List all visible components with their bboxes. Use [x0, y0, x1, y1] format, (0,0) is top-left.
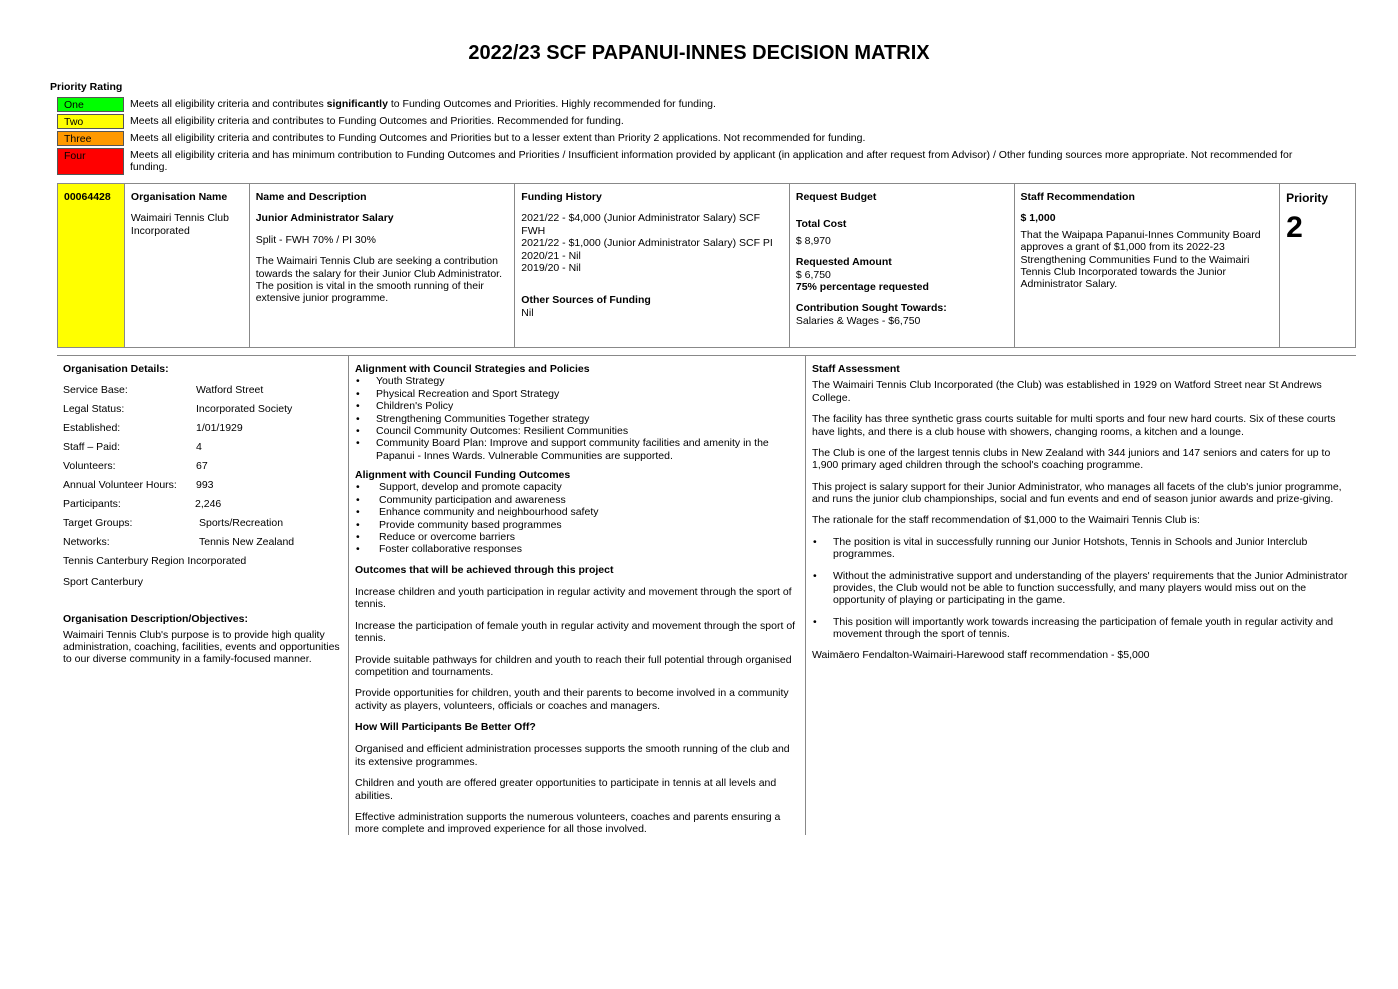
- list-item: • Reduce or overcome barriers: [355, 531, 799, 543]
- detail-row: Volunteers: 67: [63, 460, 208, 473]
- list-item: • Provide community based programmes: [355, 519, 799, 531]
- strategies-list: [355, 375, 799, 462]
- assessment-paragraph: The Club is one of the largest tennis clubs in New Zealand with 344 juniors and 147 seniors and caters for up to 1,900 primary aged children through the school's coaching programme.: [812, 446, 1331, 472]
- org-details-header: Organisation Details:: [63, 363, 169, 375]
- requested-amount: $ 6,750: [795, 268, 831, 281]
- swatch-one: One: [57, 97, 124, 112]
- application-summary-table: [57, 183, 1356, 348]
- staff-recommendation-header: Staff Recommendation: [1020, 191, 1135, 203]
- detail-row: Participants: 2,246: [63, 498, 222, 511]
- funding-history-item: 2021/22 - $1,000 (Junior Administrator Salary) SCF PI: [521, 237, 773, 250]
- list-item: • Support, develop and promote capacity: [355, 481, 799, 493]
- org-name-header: Organisation Name: [130, 191, 228, 203]
- legend-row-four: [57, 148, 1317, 175]
- list-item: • Youth Strategy: [355, 375, 799, 387]
- list-item: • Strengthening Communities Together strategy: [355, 413, 799, 425]
- alignment-column: [348, 356, 806, 835]
- detail-row: Target Groups: Sports/Recreation: [63, 517, 284, 530]
- total-cost-label: Total Cost: [795, 218, 847, 231]
- assessment-closing: Waimāero Fendalton-Waimairi-Harewood staff recommendation - $5,000: [812, 649, 1150, 662]
- list-item: • This position will importantly work towards increasing the participation of female youth in regular activity and movement through the sport of tennis.: [812, 616, 1350, 641]
- assessment-paragraph: The Waimairi Tennis Club Incorporated (the Club) was established in 1929 on Watford Street near St Andrews College.: [812, 379, 1322, 404]
- legend-row-two: [57, 114, 1317, 129]
- funding-outcomes-list: [355, 481, 799, 555]
- swatch-three: Three: [57, 131, 124, 146]
- detail-row: Networks: Tennis New Zealand: [63, 536, 295, 549]
- project-outcome: Provide opportunities for children, youth and their parents to become involved in a community activity as players, volunteers, officials or coaches and managers.: [355, 687, 789, 712]
- assessment-paragraph: The rationale for the staff recommendation of $1,000 to the Waimairi Tennis Club is:: [812, 514, 1200, 527]
- list-item: • Enhance community and neighbourhood safety: [355, 506, 799, 518]
- list-item: • The position is vital in successfully running our Junior Hotshots, Tennis in Schools and Junior Interclub programmes.: [812, 536, 1350, 561]
- legend-text-four: Meets all eligibility criteria and has minimum contribution to Funding Outcomes and Priorities / Insufficient information provided by applicant (in application and after request from Advisor) / Other funding sources more appropriate. Not recommended for funding.: [130, 149, 1293, 173]
- organisation-cell: [125, 184, 250, 347]
- legend-row-three: [57, 131, 1317, 146]
- detail-row: Annual Volunteer Hours: 993: [63, 479, 214, 492]
- priority-header: Priority: [1286, 191, 1329, 205]
- request-budget-header: Request Budget: [795, 191, 877, 203]
- funding-history-item: 2021/22 - $4,000 (Junior Administrator Salary) SCF FWH: [521, 212, 760, 237]
- project-name: Junior Administrator Salary: [255, 212, 394, 225]
- swatch-two: Two: [57, 114, 124, 129]
- legend-text-three: Meets all eligibility criteria and contributes to Funding Outcomes and Priorities but to a lesser extent than Priority 2 applications. Not recommended for funding.: [130, 132, 866, 144]
- strategies-header: Alignment with Council Strategies and Policies: [355, 363, 590, 375]
- legend-row-one: [57, 97, 1317, 112]
- detail-row: Established: 1/01/1929: [63, 422, 243, 435]
- rationale-list: [812, 536, 1350, 641]
- staff-recommendation-amount: $ 1,000: [1020, 212, 1056, 225]
- project-description: The Waimairi Tennis Club are seeking a contribution towards the salary for their Junior Club Administrator. The position is vital in the smooth running of their extensive junior programme.: [255, 255, 502, 305]
- detail-row: Service Base: Watford Street: [63, 384, 264, 397]
- list-item: • Physical Recreation and Sport Strategy: [355, 388, 799, 400]
- assessment-paragraph: This project is salary support for their Junior Administrator, who manages all facets of the club's junior programme, and runs the junior club championships, social and fun events and end of season junior awards and prize-giving.: [812, 480, 1342, 505]
- org-description-header: Organisation Description/Objectives:: [63, 613, 248, 626]
- legend-text-two: Meets all eligibility criteria and contributes to Funding Outcomes and Priorities. Recommended for funding.: [130, 115, 624, 127]
- other-sources: Nil: [521, 306, 534, 319]
- application-id: 00064428: [58, 184, 125, 347]
- list-item: • Community participation and awareness: [355, 494, 799, 506]
- assessment-paragraph: The facility has three synthetic grass courts suitable for multi sports and four new hard courts. Six of these courts have lights, and there is a club house with showers, changing rooms, a kitchen and a lounge.: [812, 413, 1336, 438]
- priority-cell: [1280, 184, 1355, 347]
- detail-row: Staff – Paid: 4: [63, 441, 202, 454]
- swatch-four: Four: [57, 148, 124, 175]
- name-description-header: Name and Description: [255, 191, 367, 203]
- funding-history-item: 2019/20 - Nil: [521, 261, 581, 274]
- priority-rating-label: Priority Rating: [50, 81, 123, 93]
- list-item: • Council Community Outcomes: Resilient Communities: [355, 425, 799, 437]
- project-outcome: Provide suitable pathways for children and youth to reach their full potential through organised competition and tournaments.: [355, 653, 792, 678]
- priority-legend: [57, 97, 1317, 177]
- staff-recommendation-cell: [1015, 184, 1281, 347]
- funding-outcomes-header: Alignment with Council Funding Outcomes: [355, 469, 571, 481]
- better-off-item: Effective administration supports the numerous volunteers, coaches and parents ensuring a more complete and improved experience for all those involved.: [355, 810, 781, 836]
- funding-history-cell: [515, 184, 790, 347]
- total-cost: $ 8,970: [795, 234, 831, 247]
- detail-row: Legal Status: Incorporated Society: [63, 403, 293, 416]
- staff-recommendation-text: That the Waipapa Papanui-Innes Community Board approves a grant of $1,000 from its 2022-23 Strengthening Communities Fund to the Waimairi Tennis Club Incorporated towards the Junior Administrator Salary.: [1020, 228, 1261, 291]
- staff-assessment-header: Staff Assessment: [812, 363, 900, 375]
- network-item: Tennis Canterbury Region Incorporated: [63, 555, 247, 568]
- network-item: Sport Canterbury: [63, 575, 143, 588]
- funding-split: Split - FWH 70% / PI 30%: [255, 233, 376, 246]
- list-item: • Without the administrative support and understanding of the players' requirements that the Junior Administrator provides, the Club would not be able to function successfully, and many players would miss out on the opportunity of playing or participating in the game.: [812, 570, 1350, 607]
- list-item: • Foster collaborative responses: [355, 543, 799, 555]
- project-outcome: Increase the participation of female youth in regular activity and movement through the sport of tennis.: [355, 619, 796, 645]
- page-title: 2022/23 SCF PAPANUI-INNES DECISION MATRIX: [468, 42, 930, 64]
- other-sources-header: Other Sources of Funding: [521, 294, 651, 307]
- funding-history-item: 2020/21 - Nil: [521, 249, 581, 262]
- org-name: Waimairi Tennis Club Incorporated: [130, 212, 229, 237]
- contribution-value: Salaries & Wages - $6,750: [795, 314, 921, 327]
- funding-history-header: Funding History: [521, 191, 602, 203]
- project-outcomes-header: Outcomes that will be achieved through this project: [355, 563, 614, 576]
- contribution-label: Contribution Sought Towards:: [795, 302, 947, 315]
- better-off-item: Organised and efficient administration processes supports the smooth running of the club and its extensive programmes.: [355, 743, 790, 768]
- organisation-details-column: [57, 356, 347, 673]
- request-budget-cell: [790, 184, 1015, 347]
- percentage-requested: 75% percentage requested: [795, 280, 929, 293]
- list-item: • Community Board Plan: Improve and support community facilities and amenity in the Papanui - Innes Wards. Vulnerable Communities are supported.: [355, 437, 799, 462]
- name-description-cell: [250, 184, 516, 347]
- legend-text-one: Meets all eligibility criteria and contributes significantly to Funding Outcomes and Priorities. Highly recommended for funding.: [130, 98, 716, 110]
- project-outcome: Increase children and youth participation in regular activity and movement through the sport of tennis.: [355, 586, 792, 611]
- list-item: • Children's Policy: [355, 400, 799, 412]
- staff-assessment-column: [806, 356, 1356, 669]
- priority-value: 2: [1286, 211, 1303, 245]
- better-off-header: How Will Participants Be Better Off?: [355, 721, 536, 733]
- requested-amount-label: Requested Amount: [795, 256, 892, 269]
- org-description: Waimairi Tennis Club's purpose is to provide high quality administration, coaching, facilities, events and opportunities to our diverse community in a family-focused manner.: [63, 628, 340, 666]
- better-off-item: Children and youth are offered greater opportunities to participate in tennis at all levels and abilities.: [355, 777, 777, 802]
